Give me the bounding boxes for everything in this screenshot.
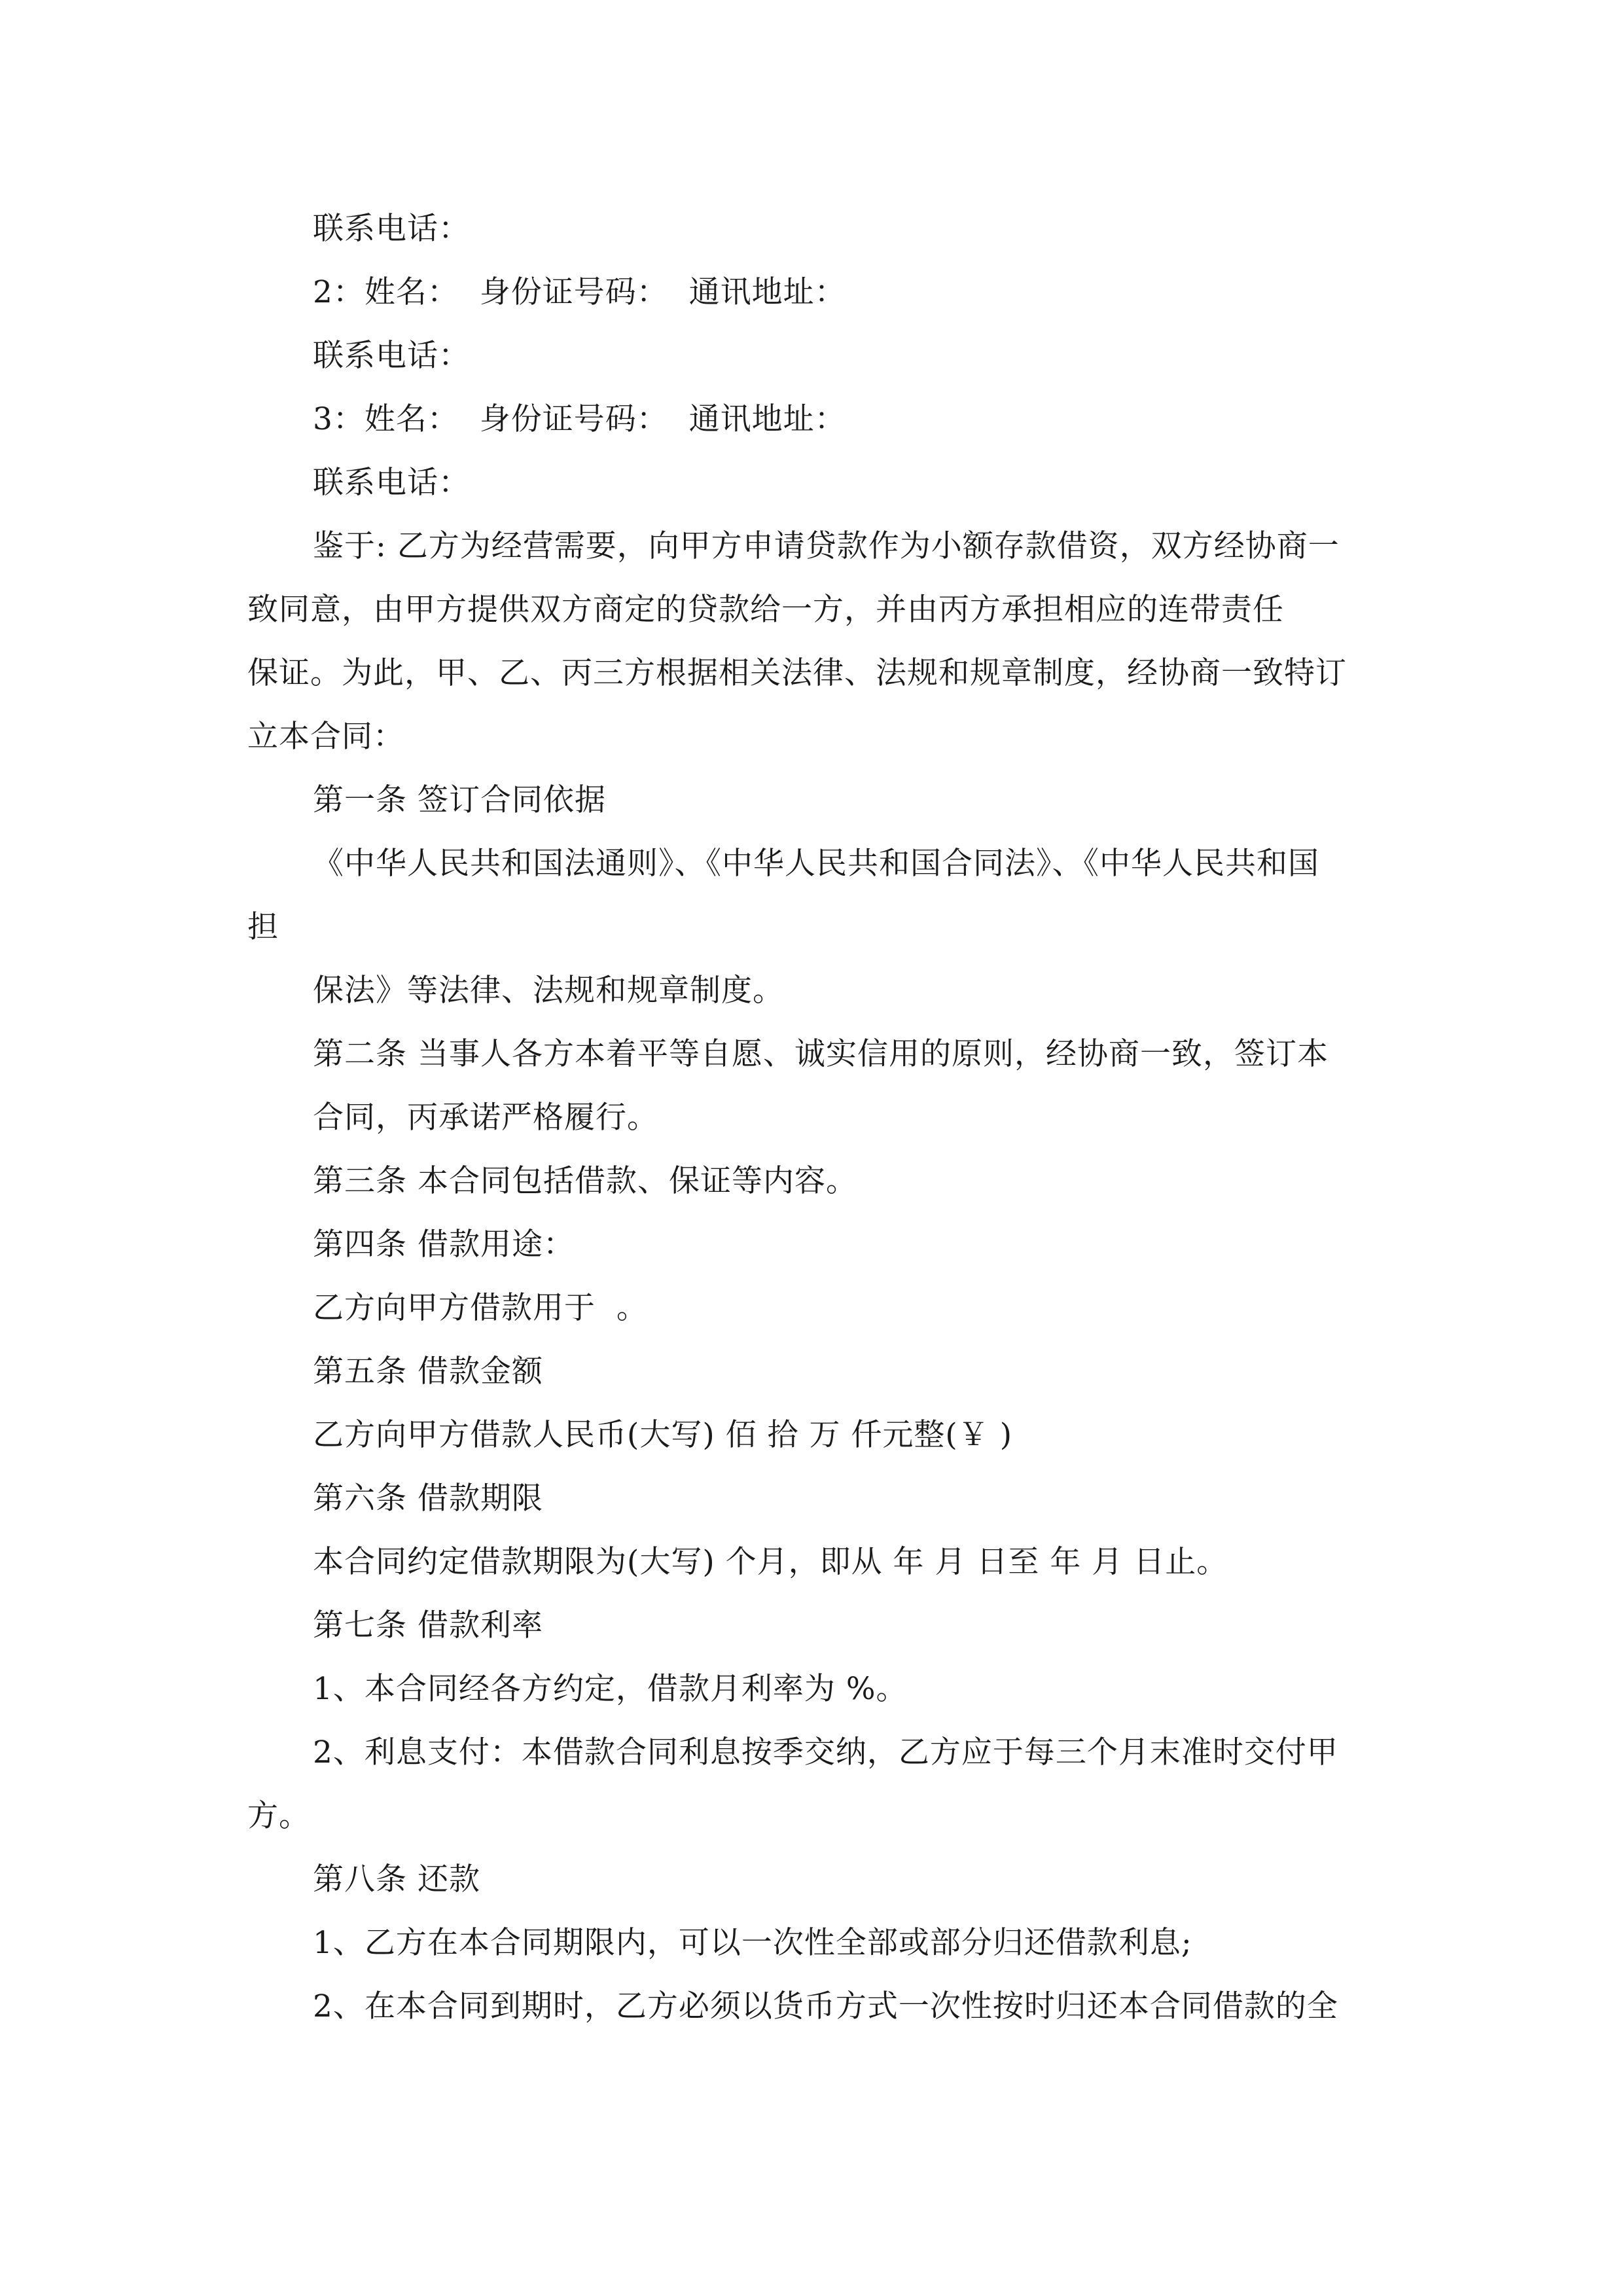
text-line: 担	[247, 909, 279, 945]
article-heading: 第五条 借款金额	[313, 1354, 543, 1390]
text-line: 鉴于: 乙方为经营需要，向甲方申请贷款作为小额存款借资，双方经协商一	[313, 528, 1340, 564]
article-heading: 第七条 借款利率	[313, 1607, 543, 1643]
article-heading: 第八条 还款	[313, 1861, 480, 1897]
text-line: 2：姓名： 身份证号码： 通讯地址：	[313, 274, 846, 310]
text-line: 乙方向甲方借款用于 。	[313, 1290, 648, 1326]
text-line: 第二条 当事人各方本着平等自愿、诚实信用的原则，经协商一致，签订本	[313, 1036, 1329, 1072]
article-heading: 第三条 本合同包括借款、保证等内容。	[313, 1163, 857, 1199]
text-line: 1、乙方在本合同期限内，可以一次性全部或部分归还借款利息;	[313, 1925, 1192, 1961]
text-line: 保法》等法律、法规和规章制度。	[313, 973, 784, 1009]
text-line: 保证。为此，甲、乙、丙三方根据相关法律、法规和规章制度，经协商一致特订	[247, 655, 1347, 691]
text-line: 联系电话：	[313, 465, 470, 501]
text-line: 联系电话：	[313, 338, 470, 374]
text-line: 本合同约定借款期限为(大写) 个月，即从 年 月 日至 年 月 日止。	[313, 1544, 1228, 1580]
text-line: 1、本合同经各方约定，借款月利率为 %。	[313, 1671, 908, 1707]
text-line: 3：姓名： 身份证号码： 通讯地址：	[313, 401, 846, 437]
text-line: 致同意，由甲方提供双方商定的贷款给一方，并由丙方承担相应的连带责任	[247, 592, 1284, 628]
text-line: 联系电话：	[313, 211, 470, 247]
text-line: 合同，丙承诺严格履行。	[313, 1100, 658, 1136]
article-heading: 第四条 借款用途：	[313, 1227, 575, 1263]
article-heading: 第六条 借款期限	[313, 1480, 543, 1516]
text-line: 2、利息支付：本借款合同利息按季交纳，乙方应于每三个月末准时交付甲	[313, 1734, 1338, 1770]
text-line: 《中华人民共和国法通则》、《中华人民共和国合同法》、《中华人民共和国	[313, 846, 1319, 882]
article-heading: 第一条 签订合同依据	[313, 782, 606, 818]
text-line: 2、在本合同到期时，乙方必须以货币方式一次性按时归还本合同借款的全	[313, 1988, 1338, 2024]
text-line: 方。	[247, 1798, 310, 1834]
text-line: 立本合同：	[247, 719, 404, 755]
text-line: 乙方向甲方借款人民币(大写) 佰 拾 万 仟元整(￥ )	[313, 1417, 1013, 1453]
